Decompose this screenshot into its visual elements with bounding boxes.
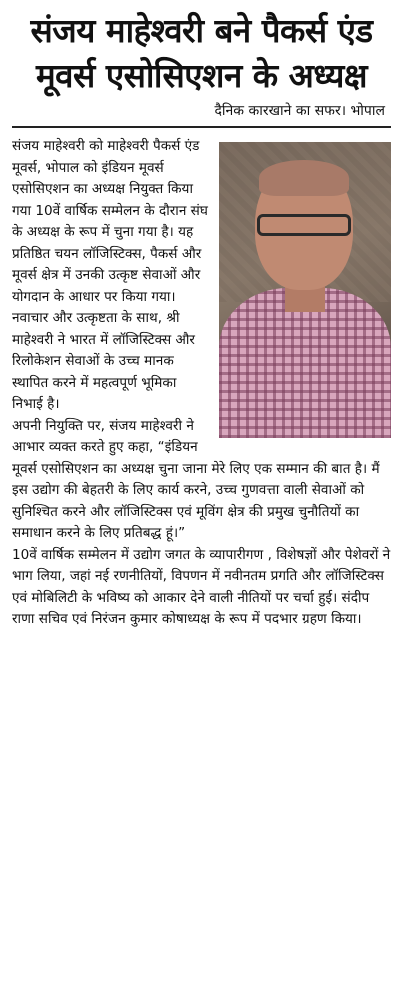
article-body [12,136,391,631]
photo-hair [259,160,349,196]
news-article [0,8,403,992]
paragraph-3: 10वें वार्षिक सम्मेलन में उद्योग जगत के व्यापारीगण , विशेषज्ञों और पेशेवरों ने भाग लिया, जहां नई रणनीतियों, विपणन में नवीनतम प्रगति और लॉजिस्टिक्स एवं मोबिलिटी के भविष्य को आकार देने वाली नीतियों पर चर्चा हुई। संदीप राणा सचिव एवं निरंजन कुमार कोषाध्यक्ष के रूप में पदभार ग्रहण किया। [12,546,391,627]
paragraph-1: संजय माहेश्वरी को माहेश्वरी पैकर्स एंड मूवर्स, भोपाल को इंडियन मूवर्स एसोसिएशन का अध्यक्ष नियुक्त किया गया 10वें वार्षिक सम्मेलन के दौरान संघ के अध्यक्ष के रूप में चुना गया है। यह प्रतिष्ठित चयन लॉजिस्टिक्स, पैकर्स और मूवर्स क्षेत्र में उनकी उत्कृष्ट सेवाओं और योगदान के आधार पर किया गया। नवाचार और उत्कृष्टता के साथ, श्री माहेश्वरी ने भारत में लॉजिस्टिक्स और रिलोकेशन सेवाओं के उच्च मानक स्थापित करने में महत्वपूर्ण भूमिका निभाई है। [12,138,208,412]
headline: संजय माहेश्वरी बने पैकर्स एंड मूवर्स एसोसिएशन के अध्यक्ष [30,11,373,95]
photo-glasses [257,214,351,236]
paragraph-2: अपनी नियुक्ति पर, संजय माहेश्वरी ने आभार व्यक्त करते हुए कहा, “इंडियन मूवर्स एसोसिएशन का अध्यक्ष चुना जाना मेरे लिए एक सम्मान की बात है। मैं इस उद्योग की बेहतरी के लिए कार्य करने, उच्च गुणवत्ता वाली सेवाओं को सुनिश्चित करने और लॉजिस्टिक्स एवं मूविंग क्षेत्र की प्रमुख चुनौतियों का समाधान करने के लिए प्रतिबद्ध हूं।” [12,417,380,541]
byline: दैनिक कारखाने का सफर। भोपाल [214,103,385,119]
portrait-photo [219,142,391,438]
divider [12,126,391,128]
